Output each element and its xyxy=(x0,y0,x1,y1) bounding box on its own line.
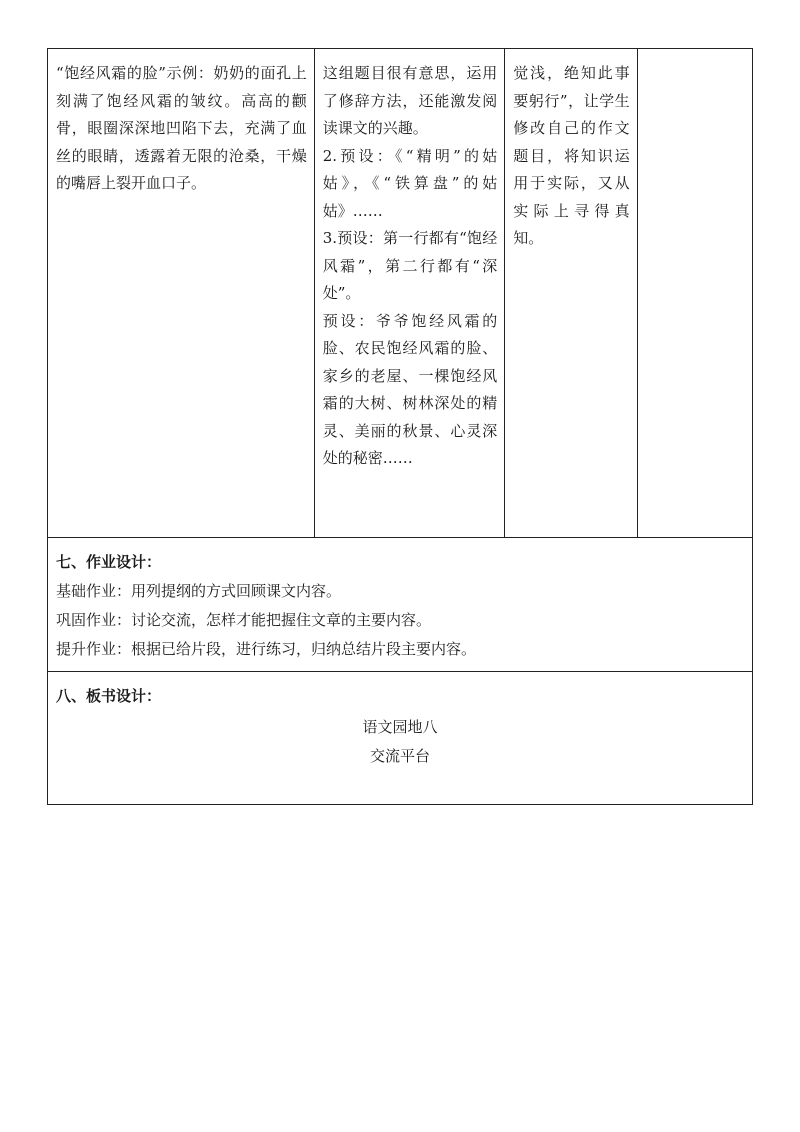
board-design-title: 八、板书设计： xyxy=(56,687,162,705)
board-design-row xyxy=(48,672,753,805)
homework-title: 七、作业设计： xyxy=(56,553,162,571)
homework-row xyxy=(48,538,753,672)
preset-paragraph-1: 这组题目很有意思，运用了修辞方法，还能激发阅读课文的兴趣。 xyxy=(322,64,498,137)
empty-cell xyxy=(637,49,752,538)
board-design-cell xyxy=(48,672,753,805)
homework-consolidate: 巩固作业：讨论交流，怎样才能把握住文章的主要内容。 xyxy=(56,611,432,629)
homework-advanced: 提升作业：根据已给片段，进行练习，归纳总结片段主要内容。 xyxy=(56,640,477,658)
preset-paragraph-2: 2.预设：《“精明”的姑姑》，《“铁算盘”的姑姑》…… xyxy=(322,146,498,220)
board-line-1: 语文园地八 xyxy=(362,718,438,736)
preset-paragraph-3: 3.预设：第一行都有“饱经风霜”，第二行都有“深处”。 xyxy=(322,229,498,302)
teaching-process-row xyxy=(48,49,753,538)
preset-paragraph-4: 预设：爷爷饱经风霜的脸、农民饱经风霜的脸、家乡的老屋、一棵饱经风霜的大树、树林深处的精灵、美丽的秋景、心灵深处的秘密…… xyxy=(322,311,498,467)
board-line-2: 交流平台 xyxy=(369,747,430,765)
content-cell xyxy=(48,49,315,538)
design-intent-paragraph: 觉浅，绝知此事要躬行”，让学生修改自己的作文题目，将知识运用于实际，又从实际上寻得真知。 xyxy=(513,64,630,247)
example-paragraph: “饱经风霜的脸”示例：奶奶的面孔上刻满了饱经风霜的皱纹。高高的颧骨，眼圈深深地凹陷下去，充满了血丝的眼睛，透露着无限的沧桑，干燥的嘴唇上裂开血口子。 xyxy=(56,64,307,192)
homework-cell xyxy=(48,538,753,672)
homework-basic: 基础作业：用列提纲的方式回顾课文内容。 xyxy=(56,582,342,600)
preset-answers-cell xyxy=(314,49,505,538)
design-intent-cell xyxy=(505,49,637,538)
lesson-plan-table xyxy=(47,48,753,805)
